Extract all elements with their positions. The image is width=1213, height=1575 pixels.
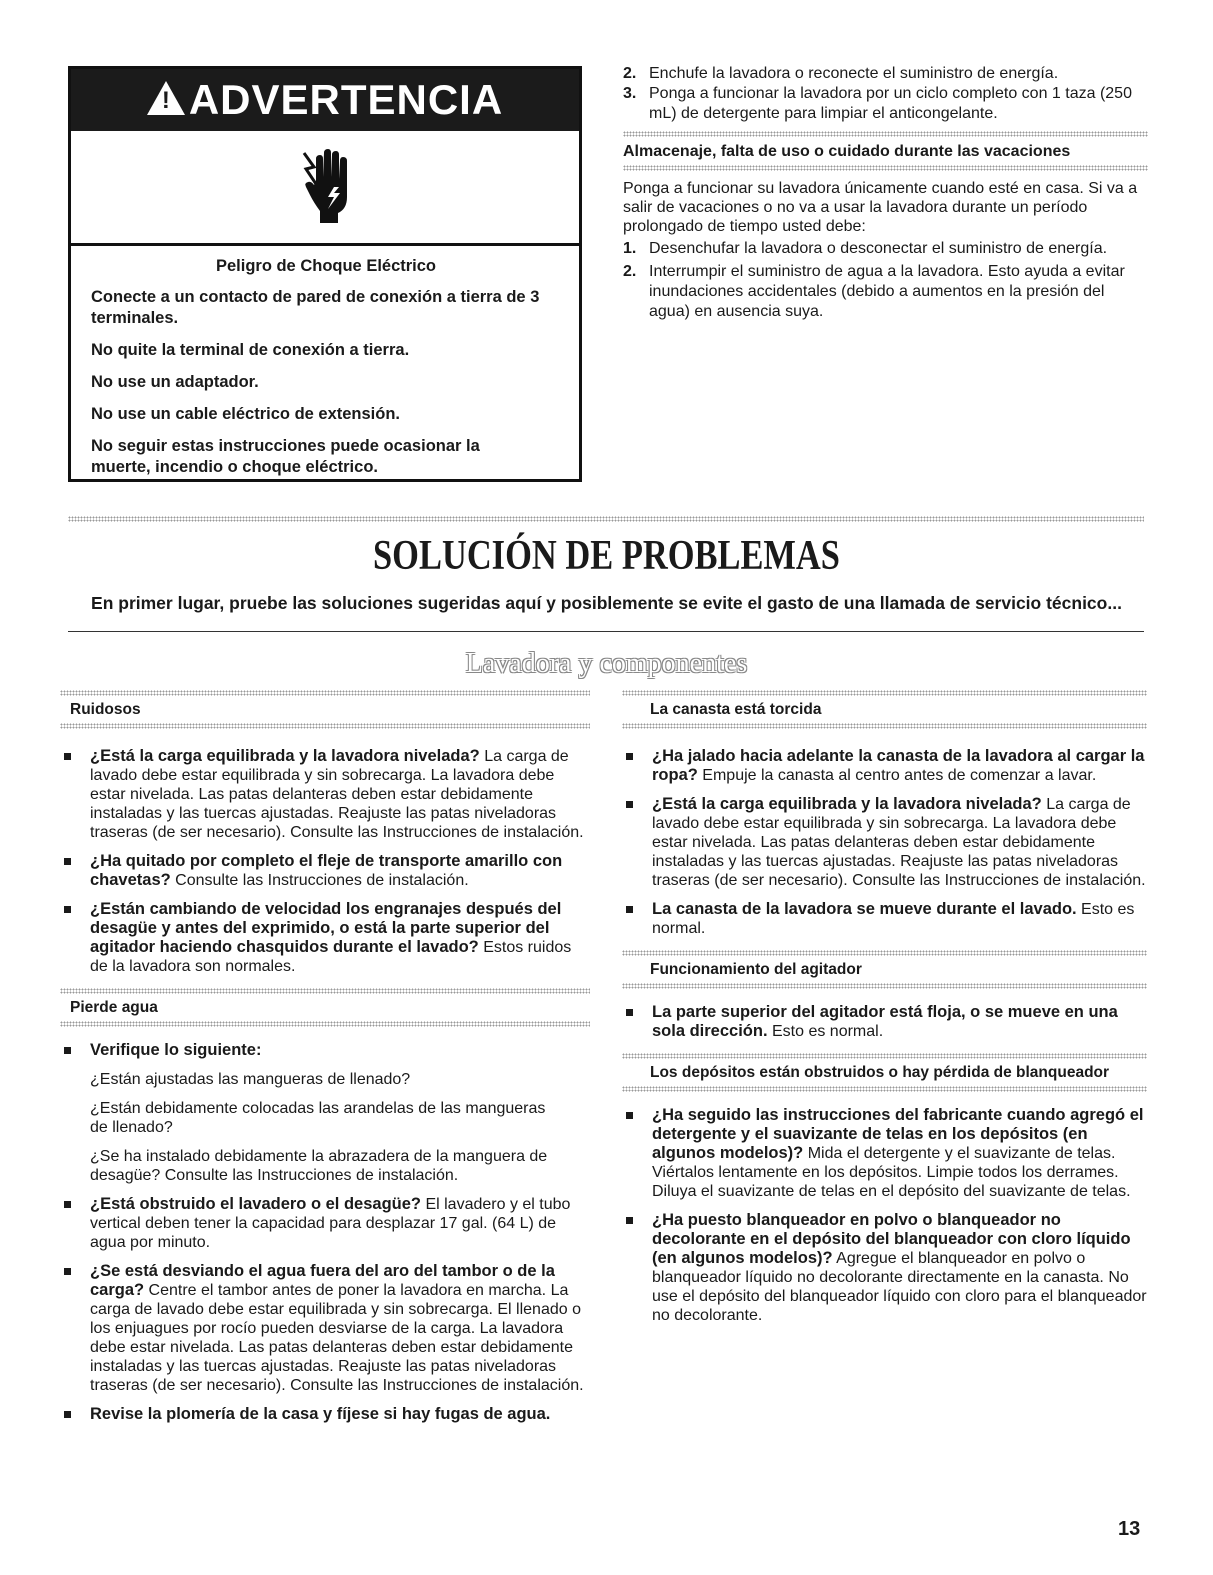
question: ¿Ha seguido las instrucciones del fabricante cuando agregó el detergente y el suavizante de telas en los depósitos (en algunos modelos)? bbox=[652, 1106, 1144, 1162]
step-text: Enchufe la lavadora o reconecte el suministro de energía. bbox=[649, 65, 1059, 82]
list-item bbox=[60, 1262, 590, 1395]
check-item: ¿Se ha instalado debidamente la abrazadera de la manguera de desagüe? Consulte las Instrucciones de instalación. bbox=[90, 1148, 548, 1184]
answer: La carga de lavado debe estar equilibrada y sin sobrecarga. La lavadora debe estar nivelada. Las patas delanteras deben estar debidamente instaladas y las tuercas ajustadas. Reajuste las patas niveladoras traseras (de ser necesario). Consulte las Instrucciones de instalación. bbox=[90, 748, 584, 841]
list-item bbox=[622, 900, 1147, 938]
question: La parte superior del agitador está floja, o se mueve en una sola dirección. bbox=[652, 1003, 1118, 1040]
warning-icon-row bbox=[71, 131, 579, 246]
divider bbox=[622, 950, 1147, 956]
divider bbox=[622, 1053, 1147, 1059]
page-subtitle: En primer lugar, pruebe las soluciones sugeridas aquí y posiblemente se evite el gasto de una llamada de servicio técnico... bbox=[91, 593, 1122, 613]
warning-line: No quite la terminal de conexión a tierra. bbox=[91, 341, 410, 359]
top-right-column bbox=[623, 64, 1148, 322]
bullet-icon bbox=[626, 906, 633, 913]
question: ¿Está la carga equilibrada y la lavadora nivelada? bbox=[652, 795, 1042, 813]
warning-line: No use un adaptador. bbox=[91, 373, 259, 391]
check-item: ¿Están ajustadas las mangueras de llenado? bbox=[90, 1071, 411, 1088]
divider bbox=[622, 1086, 1147, 1092]
category-heading: Funcionamiento del agitador bbox=[650, 961, 862, 978]
divider bbox=[68, 516, 1144, 522]
step-item bbox=[623, 262, 1148, 322]
storage-intro: Ponga a funcionar su lavadora únicamente cuando esté en casa. Si va a salir de vacaciones o no va a usar la lavadora durante un período prolongado de tiempo usted debe: bbox=[623, 180, 1138, 235]
category-heading: La canasta está torcida bbox=[650, 701, 822, 718]
list-item bbox=[60, 852, 590, 890]
bullet-icon bbox=[626, 1009, 633, 1016]
answer: El lavadero y el tubo vertical deben tener la capacidad para desplazar 17 gal. (64 L) de agua por minuto. bbox=[90, 1196, 571, 1251]
section-title: Lavadora y componentes bbox=[465, 648, 748, 679]
answer: Estos ruidos de la lavadora son normales. bbox=[90, 939, 572, 975]
list-item bbox=[60, 747, 590, 842]
category-heading: Ruidosos bbox=[70, 701, 141, 718]
answer: Empuje la canasta al centro antes de comenzar a lavar. bbox=[697, 767, 1097, 784]
question: ¿Ha jalado hacia adelante la canasta de la lavadora al cargar la ropa? bbox=[652, 747, 1145, 784]
divider bbox=[60, 988, 590, 994]
list-item bbox=[622, 1211, 1147, 1325]
warning-title: ADVERTENCIA bbox=[188, 76, 504, 123]
question: ¿Están cambiando de velocidad los engranajes después del desagüe y antes del exprimido, o está la parte superior del agitador haciendo chasquidos durante el lavado? bbox=[90, 900, 562, 956]
page-number: 13 bbox=[1118, 1518, 1141, 1540]
answer: La carga de lavado debe estar equilibrada y sin sobrecarga. La lavadora debe estar nivelada. Las patas delanteras deben estar debidamente instaladas y las tuercas ajustadas. Reajuste las patas niveladoras traseras (de ser necesario). Consulte las Instrucciones de instalación. bbox=[652, 796, 1146, 889]
divider bbox=[622, 723, 1147, 729]
bullet-icon bbox=[64, 753, 71, 760]
warning-box bbox=[68, 66, 582, 482]
bullet-icon bbox=[626, 801, 633, 808]
step-item bbox=[623, 239, 1148, 259]
question: ¿Está la carga equilibrada y la lavadora nivelada? bbox=[90, 747, 480, 765]
bullet-icon bbox=[626, 1217, 633, 1224]
bullet-icon bbox=[64, 1201, 71, 1208]
divider bbox=[60, 690, 590, 696]
warning-line: No seguir estas instrucciones puede ocasionar la muerte, incendio o choque eléctrico. bbox=[91, 437, 480, 476]
question: Revise la plomería de la casa y fíjese si hay fugas de agua. bbox=[90, 1405, 551, 1423]
bullet-icon bbox=[64, 1268, 71, 1275]
question: ¿Ha puesto blanqueador en polvo o blanqueador no decolorante en el depósito del blanqueador con cloro líquido (en algunos modelos)? bbox=[652, 1211, 1131, 1267]
bullet-icon bbox=[626, 753, 633, 760]
divider bbox=[60, 723, 590, 729]
category-heading: Los depósitos están obstruidos o hay pérdida de blanqueador bbox=[650, 1064, 1110, 1081]
step-number: 2. bbox=[623, 65, 637, 82]
answer: Mida el detergente y el suavizante de telas. Viértalos lentamente en los depósitos. Limpie todos los derrames. Diluya el suavizante de telas en el depósito del suavizante de telas. bbox=[652, 1145, 1131, 1200]
warning-body bbox=[71, 246, 579, 478]
bullet-icon bbox=[626, 1112, 633, 1119]
bullet-icon bbox=[64, 1047, 71, 1054]
right-column bbox=[622, 690, 1147, 1325]
bullet-icon bbox=[64, 1411, 71, 1418]
question: ¿Se está desviando el agua fuera del aro del tambor o de la carga? bbox=[90, 1262, 555, 1299]
answer: Esto es normal. bbox=[652, 901, 1135, 937]
question: Verifique lo siguiente: bbox=[90, 1041, 262, 1059]
warning-line: No use un cable eléctrico de extensión. bbox=[91, 405, 401, 423]
electric-shock-hand-icon bbox=[290, 147, 360, 227]
question: ¿Ha quitado por completo el fleje de transporte amarillo con chavetas? bbox=[90, 852, 563, 889]
question: ¿Está obstruido el lavadero o el desagüe? bbox=[90, 1195, 421, 1213]
list-item bbox=[622, 1003, 1147, 1041]
list-item bbox=[60, 1195, 590, 1252]
answer: Esto es normal. bbox=[767, 1023, 884, 1040]
warning-line: Conecte a un contacto de pared de conexión a tierra de 3 terminales. bbox=[91, 288, 540, 327]
step-number: 1. bbox=[623, 240, 637, 257]
page-title: SOLUCIÓN DE PROBLEMAS bbox=[373, 533, 840, 579]
left-column bbox=[60, 690, 590, 1424]
divider bbox=[60, 1021, 590, 1027]
step-text: Ponga a funcionar la lavadora por un ciclo completo con 1 taza (250 mL) de detergente para limpiar el anticongelante. bbox=[649, 85, 1132, 122]
step-number: 3. bbox=[623, 85, 637, 102]
answer: Centre el tambor antes de poner la lavadora en marcha. La carga de lavado debe estar equilibrada y sin sobrecarga. El llenado o los enjuagues por rocío pueden desviarse de la carga. La lavadora debe estar nivelada. Las patas delanteras deben estar debidamente instaladas y las tuercas ajustadas. Reajuste las patas niveladoras traseras (de ser necesario). Consulte las Instrucciones de instalación. bbox=[90, 1282, 584, 1394]
step-text: Desenchufar la lavadora o desconectar el suministro de energía. bbox=[649, 240, 1108, 257]
list-item bbox=[60, 1041, 590, 1060]
warning-triangle-icon: ! bbox=[147, 81, 185, 115]
answer: Consulte las Instrucciones de instalación. bbox=[170, 872, 469, 889]
category-heading: Pierde agua bbox=[70, 999, 158, 1016]
divider bbox=[622, 690, 1147, 696]
list-item bbox=[622, 1106, 1147, 1201]
warning-heading: Peligro de Choque Eléctrico bbox=[215, 257, 437, 275]
step-item bbox=[623, 84, 1148, 124]
rule bbox=[68, 631, 1144, 632]
step-item bbox=[623, 64, 1148, 84]
list-item bbox=[622, 747, 1147, 785]
bullet-icon bbox=[64, 906, 71, 913]
divider bbox=[622, 983, 1147, 989]
divider bbox=[623, 131, 1148, 137]
storage-heading: Almacenaje, falta de uso o cuidado durante las vacaciones bbox=[623, 143, 1071, 160]
step-number: 2. bbox=[623, 263, 637, 280]
bullet-icon bbox=[64, 858, 71, 865]
answer: Agregue el blanqueador en polvo o blanqueador líquido no decolorante directamente en la canasta. No use el depósito del blanqueador líquido con cloro para el blanqueador no decolorante. bbox=[652, 1250, 1147, 1324]
divider bbox=[623, 165, 1148, 171]
list-item bbox=[60, 1405, 590, 1424]
question: La canasta de la lavadora se mueve durante el lavado. bbox=[652, 900, 1077, 918]
list-item bbox=[60, 900, 590, 976]
step-text: Interrumpir el suministro de agua a la lavadora. Esto ayuda a evitar inundaciones accidentales (debido a aumentos en la presión del agua) en ausencia suya. bbox=[649, 263, 1125, 320]
warning-header bbox=[71, 69, 579, 131]
list-item bbox=[622, 795, 1147, 890]
check-item: ¿Están debidamente colocadas las arandelas de las mangueras de llenado? bbox=[90, 1100, 546, 1136]
